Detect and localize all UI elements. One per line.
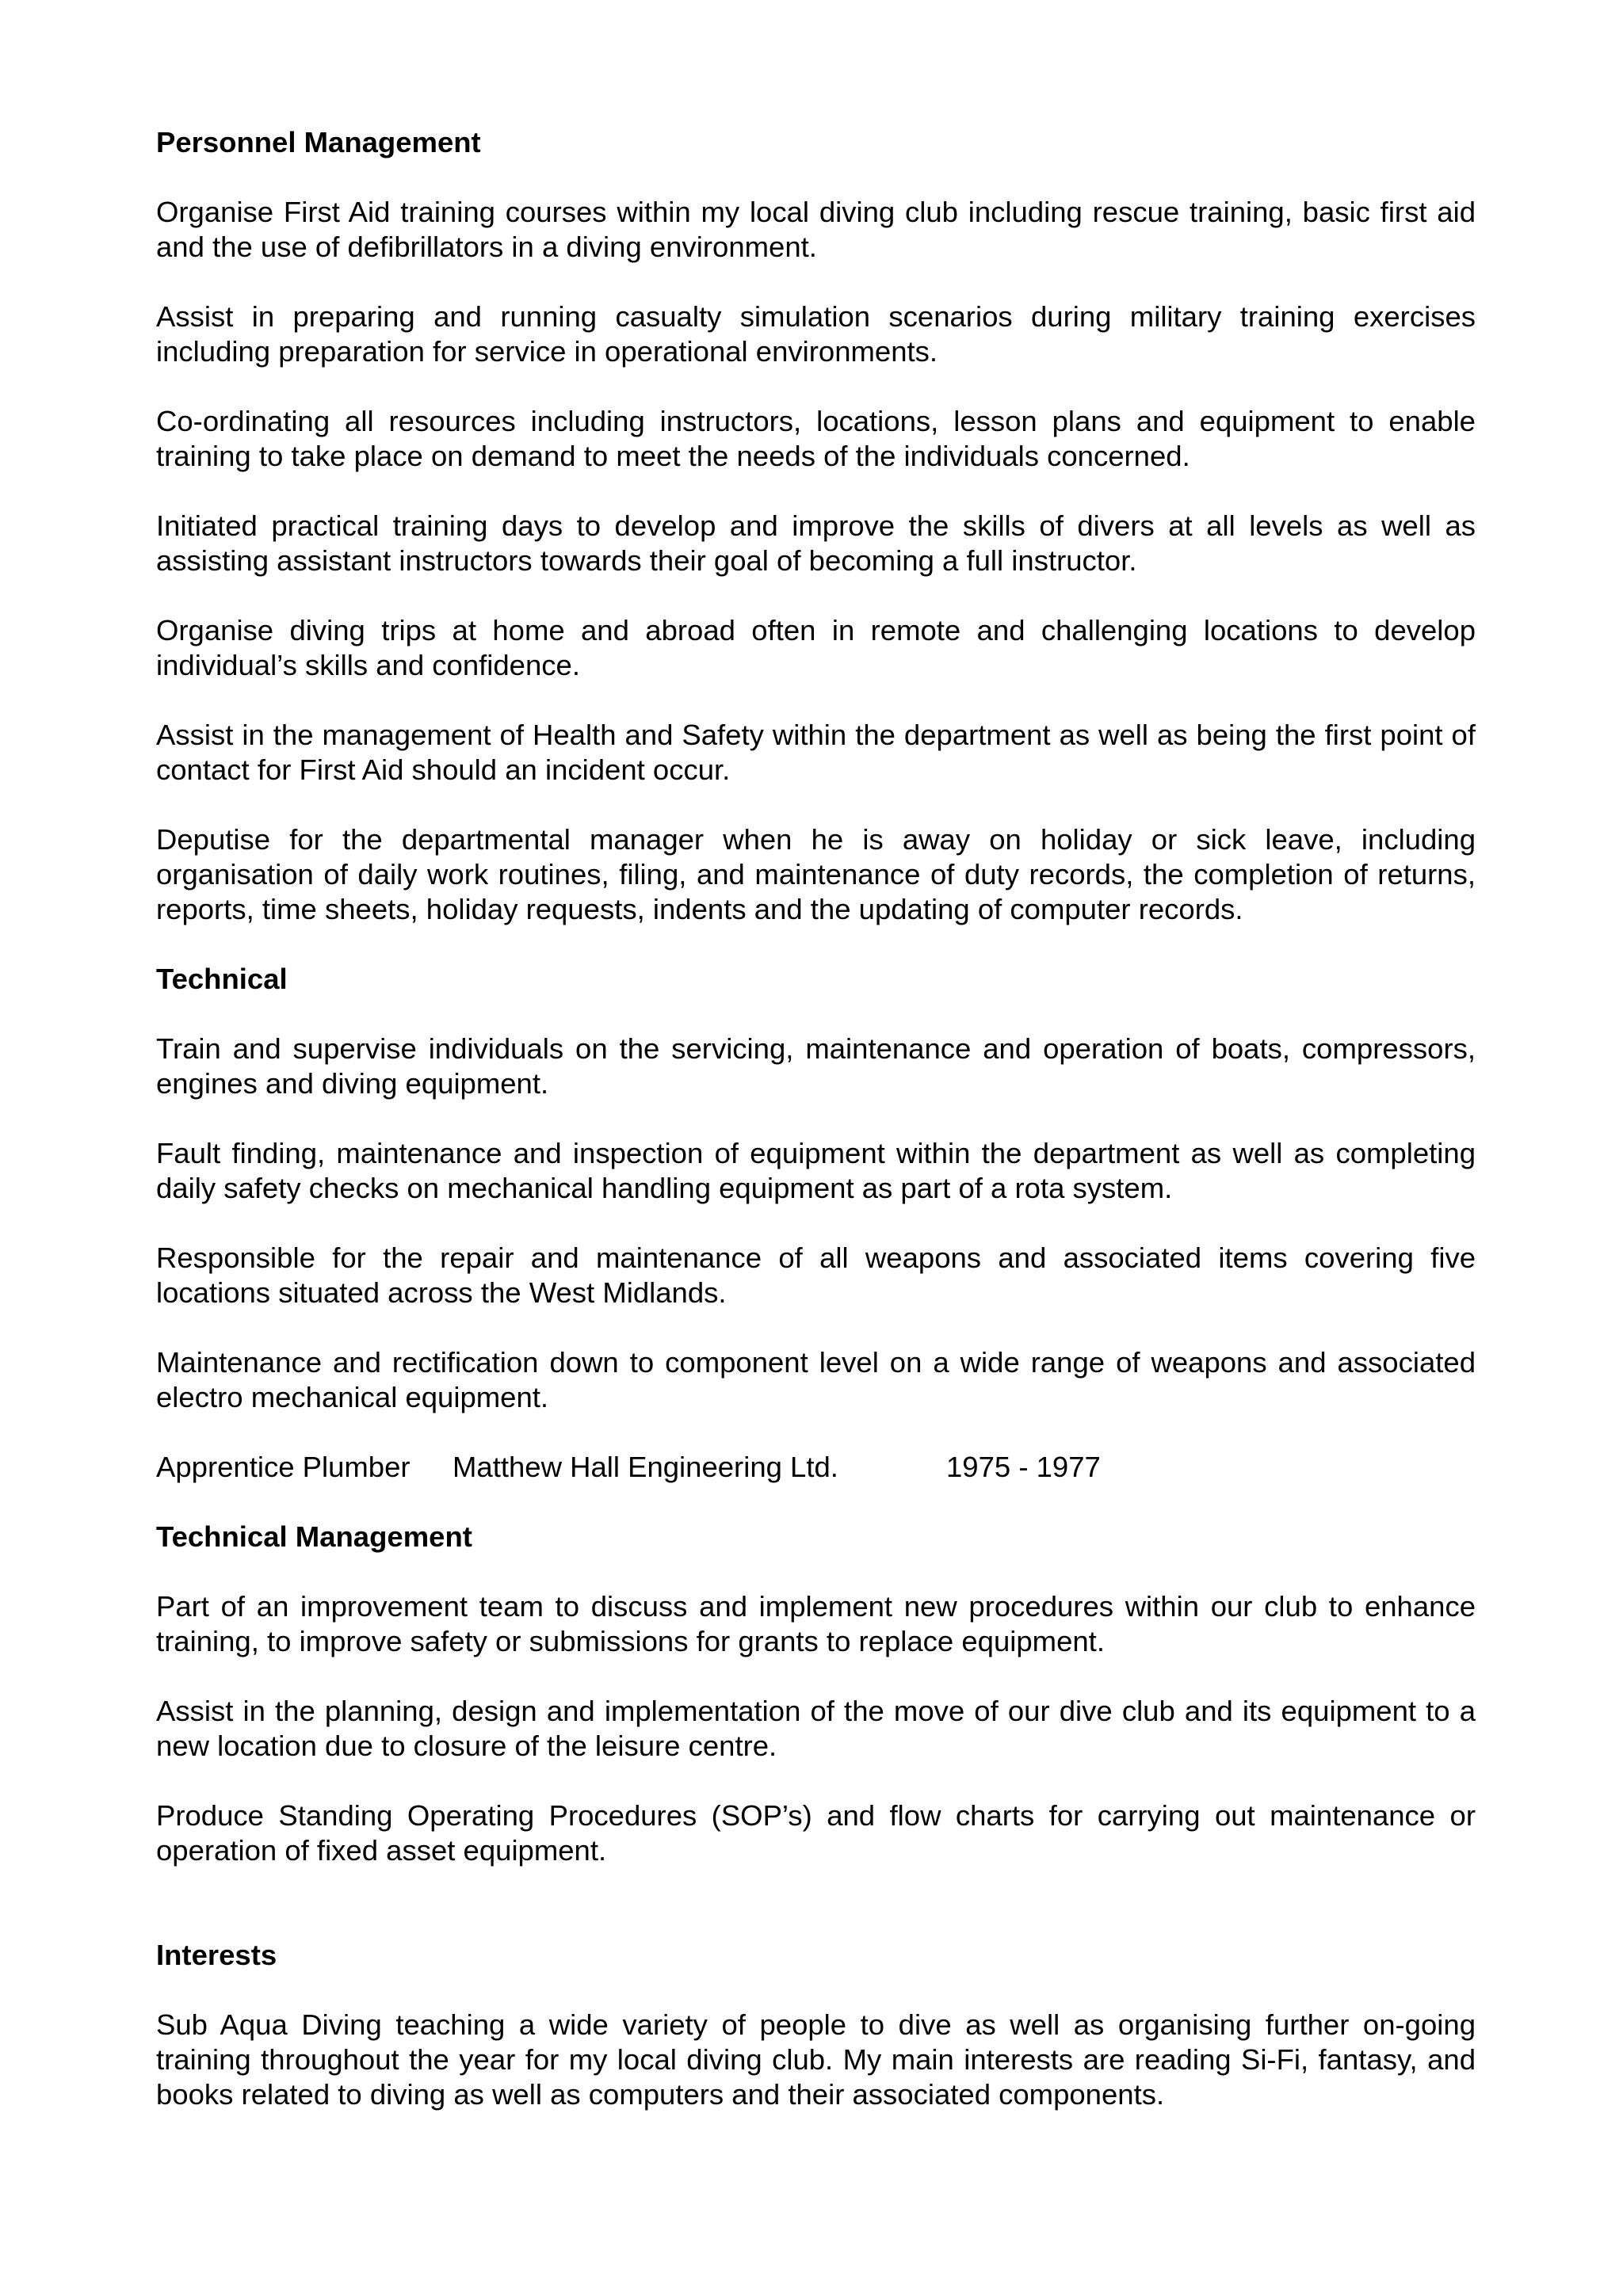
paragraph: Initiated practical training days to develop and improve the skills of divers at all levels as well as assisting assistant instructors towards their goal of becoming a full instructor. <box>156 509 1476 577</box>
paragraph: Train and supervise individuals on the servicing, maintenance and operation of boats, compressors, engines and diving equipment. <box>156 1032 1476 1100</box>
job-title: Apprentice Plumber <box>156 1451 411 1483</box>
interests-heading: Interests <box>156 1939 277 1971</box>
paragraph: Maintenance and rectification down to component level on a wide range of weapons and associated electro mechanical equipment. <box>156 1346 1476 1413</box>
job-dates: 1975 - 1977 <box>946 1451 1101 1483</box>
job-employer: Matthew Hall Engineering Ltd. <box>453 1451 838 1483</box>
job-entry <box>156 1450 1476 1485</box>
paragraph: Produce Standing Operating Procedures (SOP’s) and flow charts for carrying out maintenance or operation of fixed asset equipment. <box>156 1799 1476 1867</box>
paragraph: Fault finding, maintenance and inspection of equipment within the department as well as completing daily safety checks on mechanical handling equipment as part of a rota system. <box>156 1137 1476 1204</box>
paragraph: Assist in the planning, design and implementation of the move of our dive club and its equipment to a new location due to closure of the leisure centre. <box>156 1695 1476 1762</box>
technical-management-heading: Technical Management <box>156 1520 472 1553</box>
paragraph: Organise First Aid training courses within my local diving club including rescue training, basic first aid and the use of defibrillators in a diving environment. <box>156 196 1476 263</box>
cv-page <box>156 125 1476 2147</box>
technical-heading: Technical <box>156 963 288 995</box>
paragraph: Assist in the management of Health and Safety within the department as well as being the first point of contact for First Aid should an incident occur. <box>156 719 1476 786</box>
section-spacer <box>156 1903 1476 1938</box>
paragraph: Co-ordinating all resources including instructors, locations, lesson plans and equipment to enable training to take place on demand to meet the needs of the individuals concerned. <box>156 405 1476 472</box>
paragraph: Sub Aqua Diving teaching a wide variety of people to dive as well as organising further on-going training throughout the year for my local diving club. My main interests are reading Si-Fi, fantasy, and books related to diving as well as computers and their associated components. <box>156 2008 1476 2111</box>
paragraph: Assist in preparing and running casualty simulation scenarios during military training exercises including preparation for service in operational environments. <box>156 300 1476 368</box>
paragraph: Deputise for the departmental manager when he is away on holiday or sick leave, including organisation of daily work routines, filing, and maintenance of duty records, the completion of returns, reports, time sheets, holiday requests, indents and the updating of computer records. <box>156 823 1476 925</box>
personnel-management-heading: Personnel Management <box>156 126 481 158</box>
paragraph: Organise diving trips at home and abroad often in remote and challenging locations to develop individual’s skills and confidence. <box>156 614 1476 681</box>
paragraph: Responsible for the repair and maintenance of all weapons and associated items covering five locations situated across the West Midlands. <box>156 1241 1476 1309</box>
paragraph: Part of an improvement team to discuss and implement new procedures within our club to enhance training, to improve safety or submissions for grants to replace equipment. <box>156 1590 1476 1657</box>
